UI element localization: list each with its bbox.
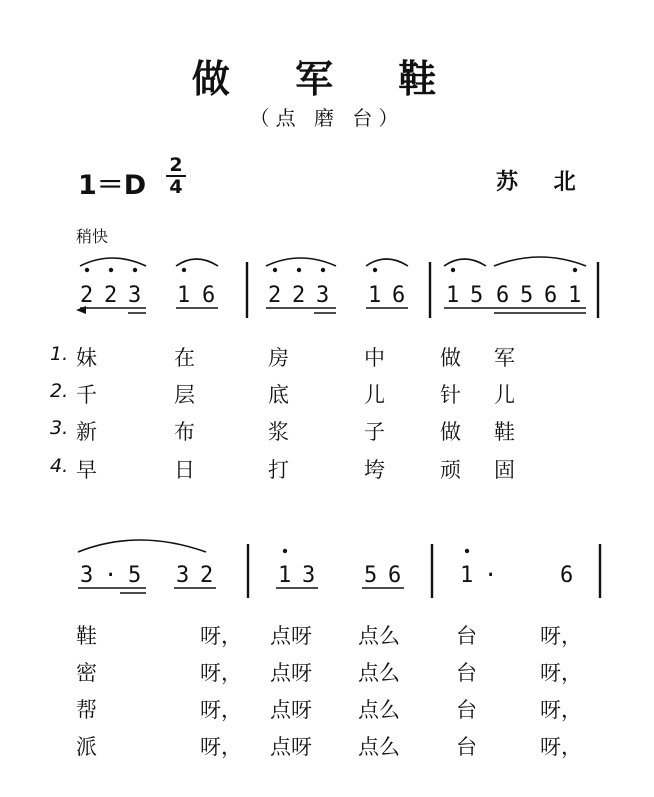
meter-top: 2: [169, 154, 183, 176]
lyric: 密: [76, 661, 97, 685]
note: 6: [392, 283, 406, 308]
lyric: 呀，: [200, 624, 242, 648]
staff-line-2: [78, 540, 600, 598]
staff-line-1: [76, 257, 598, 318]
note: 1: [278, 563, 292, 588]
lyric: 台: [456, 661, 477, 685]
note: 6: [544, 283, 558, 308]
note: 2: [200, 563, 214, 588]
octave-dots: [85, 268, 577, 272]
lyric: 做: [440, 420, 461, 444]
lyric: 鞋: [76, 624, 97, 648]
lyric: 布: [174, 420, 195, 444]
lyric: 做: [440, 346, 461, 370]
lyric: 呀，: [540, 661, 582, 685]
lyric: 点呀: [270, 624, 312, 648]
lyric: 针: [440, 383, 461, 407]
note: 1: [446, 283, 460, 308]
note: 5: [520, 283, 534, 308]
note: 2: [104, 283, 118, 308]
lyric: 呀，: [200, 735, 242, 759]
note: 1: [177, 283, 191, 308]
lyric: 呀，: [540, 624, 582, 648]
lyric: 点呀: [270, 735, 312, 759]
slurs: [80, 257, 586, 266]
verse-number: 4.: [50, 455, 69, 477]
lyric: 点呀: [270, 698, 312, 722]
lyric: 千: [76, 383, 97, 407]
lyric: 垮: [364, 458, 385, 482]
lyric: 军: [494, 346, 515, 370]
beams: [80, 308, 586, 313]
barlines-2: [248, 544, 600, 598]
region-label: 苏 北: [496, 169, 590, 195]
lyric: 点么: [358, 661, 400, 685]
lyric: 点么: [358, 698, 400, 722]
note: 5: [470, 283, 484, 308]
note: 5: [364, 563, 378, 588]
verse-number: 2.: [50, 380, 69, 402]
tempo-marking: 稍快: [76, 227, 109, 246]
lyric: 新: [76, 420, 97, 444]
key-signature: 1＝D: [78, 170, 147, 201]
note: 3: [316, 283, 330, 308]
lyric: 儿: [364, 383, 385, 407]
note: 3: [80, 563, 94, 588]
lyric: 呀，: [540, 698, 582, 722]
octave-dots-2: [283, 549, 469, 553]
lyric: 呀，: [200, 661, 242, 685]
lyric: 台: [456, 698, 477, 722]
lyric: 派: [76, 735, 97, 759]
note: 6: [202, 283, 216, 308]
song-title: 做 军 鞋: [191, 56, 463, 101]
lyric: 子: [364, 420, 385, 444]
lyric: 浆: [268, 420, 289, 444]
slurs-2: [78, 540, 206, 552]
lyric: 儿: [494, 383, 515, 407]
note: 2: [292, 283, 306, 308]
note: 3: [302, 563, 316, 588]
lyric: 呀，: [540, 735, 582, 759]
note: 6: [560, 563, 574, 588]
note: 2: [268, 283, 282, 308]
note: 2: [80, 283, 94, 308]
note: ·: [104, 563, 118, 588]
lyric: 底: [268, 383, 289, 407]
lyric: 帮: [76, 698, 97, 722]
note: 6: [388, 563, 402, 588]
lyric: 在: [174, 346, 195, 370]
note: 1: [460, 563, 474, 588]
note: 1: [568, 283, 582, 308]
verse-number: 3.: [50, 417, 69, 439]
lyric: 妹: [76, 346, 97, 370]
note: 3: [176, 563, 190, 588]
lyric: 打: [268, 458, 289, 482]
lyric: 中: [364, 346, 385, 370]
lyric: 呀，: [200, 698, 242, 722]
meter-bottom: 4: [169, 176, 183, 198]
note: 1: [368, 283, 382, 308]
lyric: 点么: [358, 735, 400, 759]
beams-2: [78, 588, 404, 593]
note: 3: [128, 283, 142, 308]
note: 5: [128, 563, 142, 588]
lyric: 台: [456, 735, 477, 759]
lyric: 点呀: [270, 661, 312, 685]
lyric: 鞋: [494, 420, 515, 444]
verse-number: 1.: [50, 343, 69, 365]
lyric: 顽: [440, 458, 461, 482]
lyric: 房: [268, 346, 289, 370]
lyric: 台: [456, 624, 477, 648]
song-subtitle: （点 磨 台）: [249, 106, 405, 130]
lyric: 层: [174, 383, 195, 407]
lyric: 早: [76, 458, 97, 482]
note: 6: [496, 283, 510, 308]
lyric: 日: [174, 458, 195, 482]
lyric: 固: [494, 458, 515, 482]
lyric: 点么: [358, 624, 400, 648]
note: ·: [484, 563, 498, 588]
